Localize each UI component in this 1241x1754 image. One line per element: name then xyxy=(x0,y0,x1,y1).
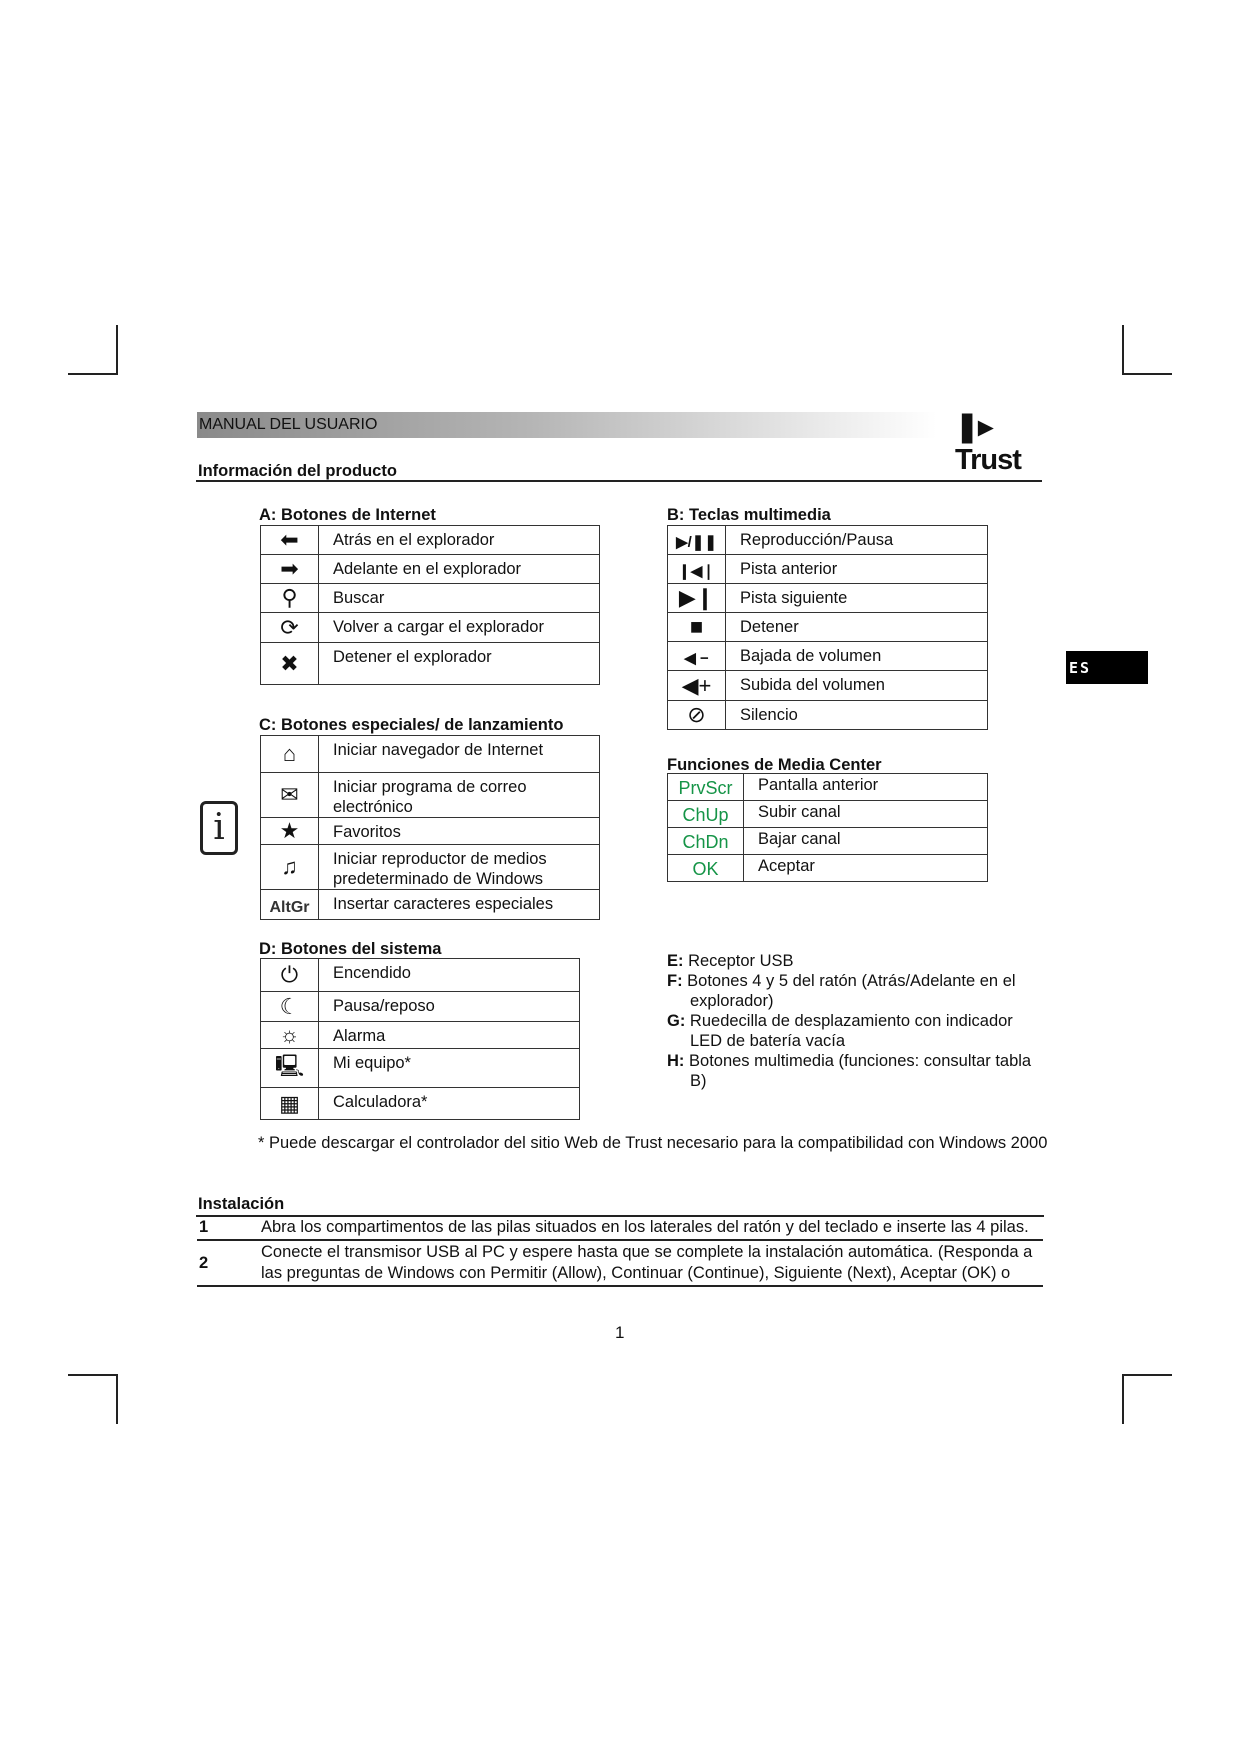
moon-icon: ☾ xyxy=(279,993,300,1019)
table-row xyxy=(668,526,988,555)
refresh-icon: ⟳ xyxy=(280,614,299,640)
table-a-title: A: Botones de Internet xyxy=(259,506,436,524)
crop-mark-top-right xyxy=(1122,325,1172,375)
install-step xyxy=(197,1240,1043,1286)
row-label: Calculadora* xyxy=(319,1088,580,1120)
next-track-icon: ▶❙ xyxy=(678,585,715,610)
row-label: Pantalla anterior xyxy=(744,774,988,801)
table-row xyxy=(261,584,600,613)
table-row xyxy=(668,613,988,642)
music-note-icon: ♫ xyxy=(281,854,298,879)
install-step-number: 1 xyxy=(197,1216,261,1240)
section-rule-info xyxy=(196,480,1042,482)
language-tab: ES xyxy=(1066,651,1148,684)
row-label: Detener el explorador xyxy=(319,643,600,685)
table-row xyxy=(261,526,600,555)
table-row xyxy=(261,613,600,643)
table-row xyxy=(261,1022,580,1049)
table-row xyxy=(261,1088,580,1120)
row-label: Adelante en el explorador xyxy=(319,555,600,584)
table-row xyxy=(668,774,988,801)
table-row xyxy=(261,959,580,992)
crop-mark-top-left xyxy=(68,325,118,375)
stop-icon: ✖ xyxy=(280,650,299,676)
row-label: Bajada de volumen xyxy=(726,642,988,671)
info-icon: i xyxy=(200,801,238,855)
component-item-f: F: Botones 4 y 5 del ratón (Atrás/Adelante en el explorador) xyxy=(667,972,1016,1010)
section-title-info: Información del producto xyxy=(198,462,397,480)
table-system-buttons xyxy=(260,958,580,1120)
row-label: Iniciar programa de correo electrónico xyxy=(319,773,600,818)
volume-up-icon: ◀+ xyxy=(681,672,712,698)
computer-icon: 🖳 xyxy=(274,1053,305,1078)
volume-down-icon: ◀ − xyxy=(684,650,709,667)
table-row xyxy=(668,828,988,855)
row-label: Subida del volumen xyxy=(726,671,988,701)
table-row xyxy=(261,555,600,584)
row-label: Iniciar navegador de Internet xyxy=(319,736,600,773)
table-row xyxy=(261,992,580,1022)
row-label: Mi equipo* xyxy=(319,1049,580,1088)
row-label: Alarma xyxy=(319,1022,580,1049)
table-row xyxy=(668,855,988,882)
table-special-buttons xyxy=(260,735,600,920)
row-label: Atrás en el explorador xyxy=(319,526,600,555)
star-icon: ★ xyxy=(279,818,300,843)
row-label: Insertar caracteres especiales xyxy=(319,890,600,920)
page-number: 1 xyxy=(615,1323,625,1342)
row-label: Pista siguiente xyxy=(726,584,988,613)
prvscr-key-icon: PrvScr xyxy=(678,778,733,798)
table-row xyxy=(261,736,600,773)
table-row xyxy=(668,555,988,584)
row-label: Detener xyxy=(726,613,988,642)
install-step-text: Abra los compartimentos de las pilas situados en los laterales del ratón y del teclado e inserte las 4 pilas. xyxy=(261,1216,1043,1240)
ok-key-icon: OK xyxy=(692,859,719,879)
footnote: * Puede descargar el controlador del sitio Web de Trust necesario para la compatibilidad con Windows 2000 xyxy=(258,1134,1048,1152)
back-arrow-icon: ⬅ xyxy=(280,527,299,552)
table-c-title: C: Botones especiales/ de lanzamiento xyxy=(259,716,564,734)
home-icon: ⌂ xyxy=(282,741,297,766)
trust-logo xyxy=(955,409,1055,476)
table-row xyxy=(261,643,600,685)
stop-square-icon: ■ xyxy=(689,614,704,639)
trust-logo-mark-icon: ❚▸ xyxy=(955,411,992,443)
install-steps-table xyxy=(197,1216,1043,1287)
row-label: Encendido xyxy=(319,959,580,992)
table-row xyxy=(668,671,988,701)
row-label: Reproducción/Pausa xyxy=(726,526,988,555)
trust-logo-text: Trust xyxy=(955,444,1021,476)
table-row xyxy=(668,642,988,671)
forward-arrow-icon: ➡ xyxy=(280,556,299,581)
table-row xyxy=(261,773,600,818)
install-step-text: Conecte el transmisor USB al PC y espere hasta que se complete la instalación automática. (Responda a las preguntas de Windows con Permitir (Allow), Continuar (Continue), Siguiente (Next), Aceptar (OK) o xyxy=(261,1240,1043,1286)
table-internet-buttons xyxy=(260,525,600,685)
table-d-title: D: Botones del sistema xyxy=(259,940,442,958)
row-label: Subir canal xyxy=(744,801,988,828)
component-item-h: H: Botones multimedia (funciones: consultar tabla B) xyxy=(667,1052,1032,1090)
table-row xyxy=(668,584,988,613)
table-row xyxy=(261,818,600,845)
component-list xyxy=(667,951,1047,1091)
search-icon: ⚲ xyxy=(281,585,298,610)
chup-key-icon: ChUp xyxy=(682,805,729,825)
row-label: Silencio xyxy=(726,701,988,730)
install-step xyxy=(197,1216,1043,1240)
table-media-center xyxy=(667,773,988,882)
table-row xyxy=(261,890,600,920)
table-b-title: B: Teclas multimedia xyxy=(667,506,831,524)
alarm-sunrise-icon: ☼ xyxy=(279,1022,300,1047)
mail-icon: ✉ xyxy=(280,782,299,807)
table-multimedia-keys xyxy=(667,525,988,730)
table-row xyxy=(668,701,988,730)
row-label: Aceptar xyxy=(744,855,988,882)
altgr-key-icon: AltGr xyxy=(269,898,310,916)
component-item-e: E: Receptor USB xyxy=(667,952,794,970)
table-row xyxy=(261,845,600,890)
table-row xyxy=(668,801,988,828)
row-label: Pista anterior xyxy=(726,555,988,584)
previous-track-icon: ❙◀❘ xyxy=(678,563,715,580)
row-label: Buscar xyxy=(319,584,600,613)
row-label: Bajar canal xyxy=(744,828,988,855)
row-label: Favoritos xyxy=(319,818,600,845)
row-label: Pausa/reposo xyxy=(319,992,580,1022)
component-item-g: G: Ruedecilla de desplazamiento con indicador LED de batería vacía xyxy=(667,1012,1013,1050)
mute-icon: ⊘ xyxy=(687,702,706,727)
power-icon: ⏻ xyxy=(280,962,299,987)
calculator-icon: ▦ xyxy=(279,1090,300,1116)
table-row xyxy=(261,1049,580,1088)
row-label: Iniciar reproductor de medios predeterminado de Windows xyxy=(319,845,600,890)
row-label: Volver a cargar el explorador xyxy=(319,613,600,643)
play-pause-icon: ▶/❚❚ xyxy=(676,534,717,551)
chdn-key-icon: ChDn xyxy=(682,832,729,852)
section-title-install: Instalación xyxy=(198,1195,285,1213)
crop-mark-bottom-left xyxy=(68,1374,118,1424)
table-media-center-title: Funciones de Media Center xyxy=(667,756,882,774)
crop-mark-bottom-right xyxy=(1122,1374,1172,1424)
header-title: MANUAL DEL USUARIO xyxy=(199,416,378,433)
install-step-number: 2 xyxy=(197,1240,261,1286)
